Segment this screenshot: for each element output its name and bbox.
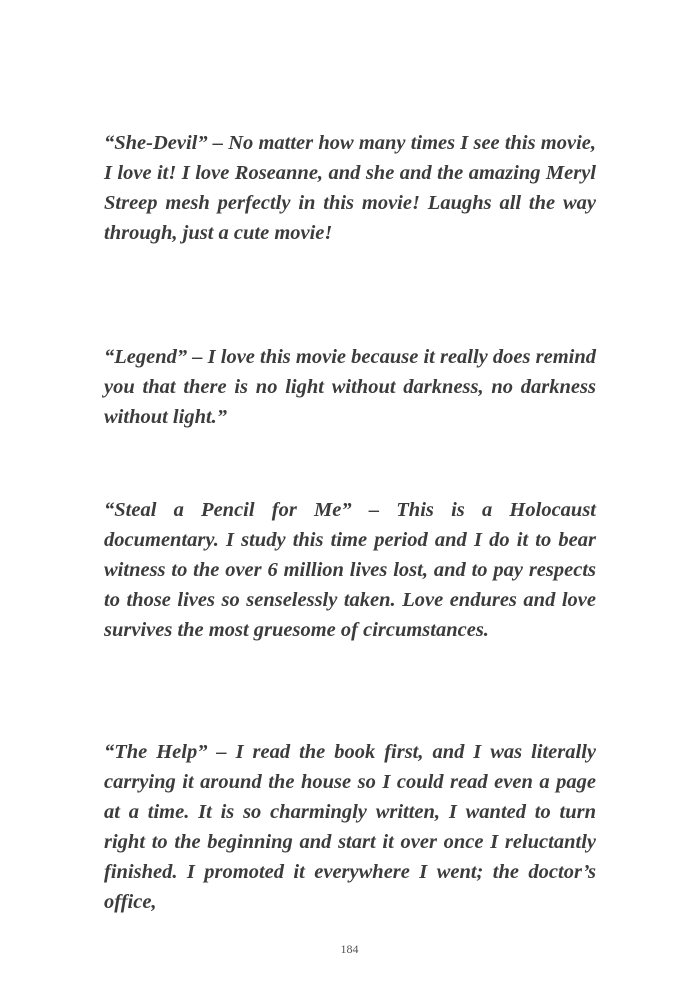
page-number: 184 bbox=[340, 942, 359, 956]
paragraph-the-help: “The Help” – I read the book first, and I was literally carrying it around the house so I could read even a page at a time. It is so charmingly written, I wanted to turn right to the beginning and start it over once I reluctantly finished. I promoted it everywhere I went; the doctor’s office, bbox=[104, 741, 596, 913]
paragraph-she-devil: “She-Devil” – No matter how many times I see this movie, I love it! I love Roseanne, and she and the amazing Meryl Streep mesh perfectly in this movie! Laughs all the way through, just a cute movie! bbox=[104, 132, 596, 244]
paragraph-legend: “Legend” – I love this movie because it really does remind you that there is no light without darkness, no darkness without light.” bbox=[104, 346, 596, 428]
paragraph-steal-a-pencil: “Steal a Pencil for Me” – This is a Holocaust documentary. I study this time period and I do it to bear witness to the over 6 million lives lost, and to pay respects to those lives so senselessly taken. Love endures and love survives the most gruesome of circumstances. bbox=[104, 499, 596, 641]
